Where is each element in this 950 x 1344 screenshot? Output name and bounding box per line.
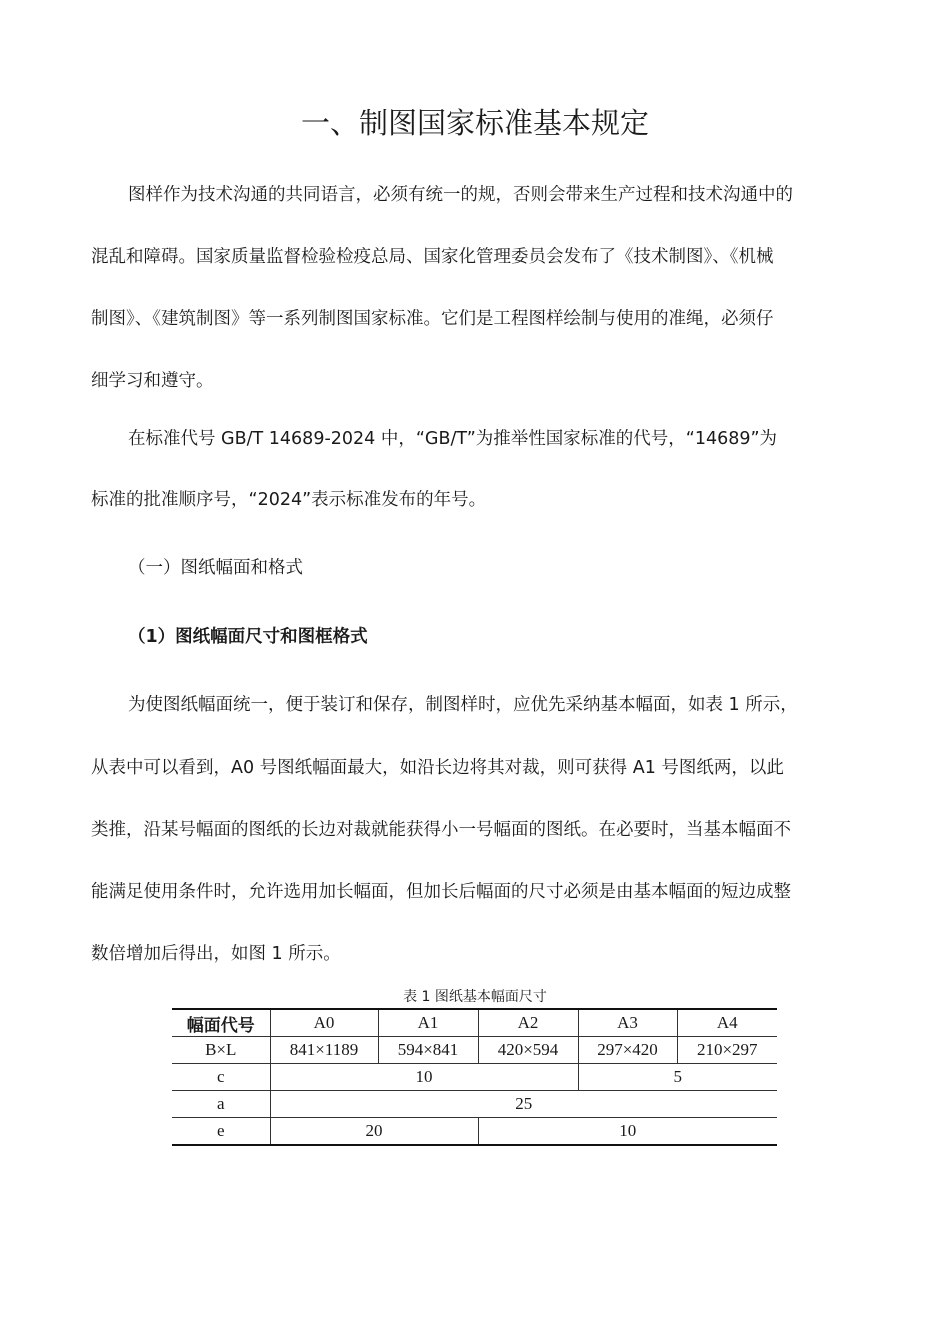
table-cell: 594×841 xyxy=(378,1037,478,1064)
table-cell: 841×1189 xyxy=(270,1037,378,1064)
intro-line: 图样作为技术沟通的共同语言，必须有统一的规，否则会带来生产过程和技术沟通中的 xyxy=(128,185,793,205)
table-row xyxy=(172,1118,777,1146)
table-row xyxy=(172,1037,777,1064)
table-header-cell: 幅面代号 xyxy=(172,1009,270,1037)
table-header-row xyxy=(172,1009,777,1037)
page-title: 一、制图国家标准基本规定 xyxy=(300,106,649,140)
table-row-label: c xyxy=(172,1064,270,1091)
intro-line: 细学习和遵守。 xyxy=(91,371,214,391)
table-cell: 10 xyxy=(270,1064,578,1091)
body-line: 从表中可以看到，A0 号图纸幅面最大，如沿长边将其对裁，则可获得 A1 号图纸两，以此 xyxy=(91,758,784,778)
table-cell: 297×420 xyxy=(578,1037,677,1064)
table-cell: 420×594 xyxy=(478,1037,578,1064)
table-cell: 5 xyxy=(578,1064,777,1091)
body-line: 数倍增加后得出，如图 1 所示。 xyxy=(91,944,341,964)
table-cell: 210×297 xyxy=(677,1037,777,1064)
subsection-heading: （1）图纸幅面尺寸和图框格式 xyxy=(128,627,368,647)
table-cell: 25 xyxy=(270,1091,777,1118)
table-header-cell: A0 xyxy=(270,1009,378,1037)
paper-size-table xyxy=(172,1008,777,1146)
table-row-label: a xyxy=(172,1091,270,1118)
table-row xyxy=(172,1091,777,1118)
table-header-cell: A2 xyxy=(478,1009,578,1037)
standard-line: 标准的批准顺序号，“2024”表示标准发布的年号。 xyxy=(91,490,487,510)
intro-line: 制图》、《建筑制图》等一系列制图国家标准。它们是工程图样绘制与使用的准绳，必须仔 xyxy=(91,309,774,329)
body-line: 类推，沿某号幅面的图纸的长边对裁就能获得小一号幅面的图纸。在必要时，当基本幅面不 xyxy=(91,820,791,840)
section-heading: （一）图纸幅面和格式 xyxy=(128,558,303,578)
table-row-label: B×L xyxy=(172,1037,270,1064)
table-header-cell: A4 xyxy=(677,1009,777,1037)
table-header-cell: A3 xyxy=(578,1009,677,1037)
table-row xyxy=(172,1064,777,1091)
table-caption: 表 1 图纸基本幅面尺寸 xyxy=(403,989,547,1005)
table-cell: 10 xyxy=(478,1118,777,1146)
intro-line: 混乱和障碍。国家质量监督检验检疫总局、国家化管理委员会发布了《技术制图》、《机械 xyxy=(91,247,774,267)
table-row-label: e xyxy=(172,1118,270,1146)
table-header-cell: A1 xyxy=(378,1009,478,1037)
table-cell: 20 xyxy=(270,1118,478,1146)
body-line: 能满足使用条件时，允许选用加长幅面，但加长后幅面的尺寸必须是由基本幅面的短边成整 xyxy=(91,882,791,902)
body-line: 为使图纸幅面统一，便于装订和保存，制图样时，应优先采纳基本幅面，如表 1 所示， xyxy=(128,695,798,715)
standard-line: 在标准代号 GB/T 14689-2024 中，“GB/T”为推举性国家标准的代号，“14689”为 xyxy=(128,429,778,449)
